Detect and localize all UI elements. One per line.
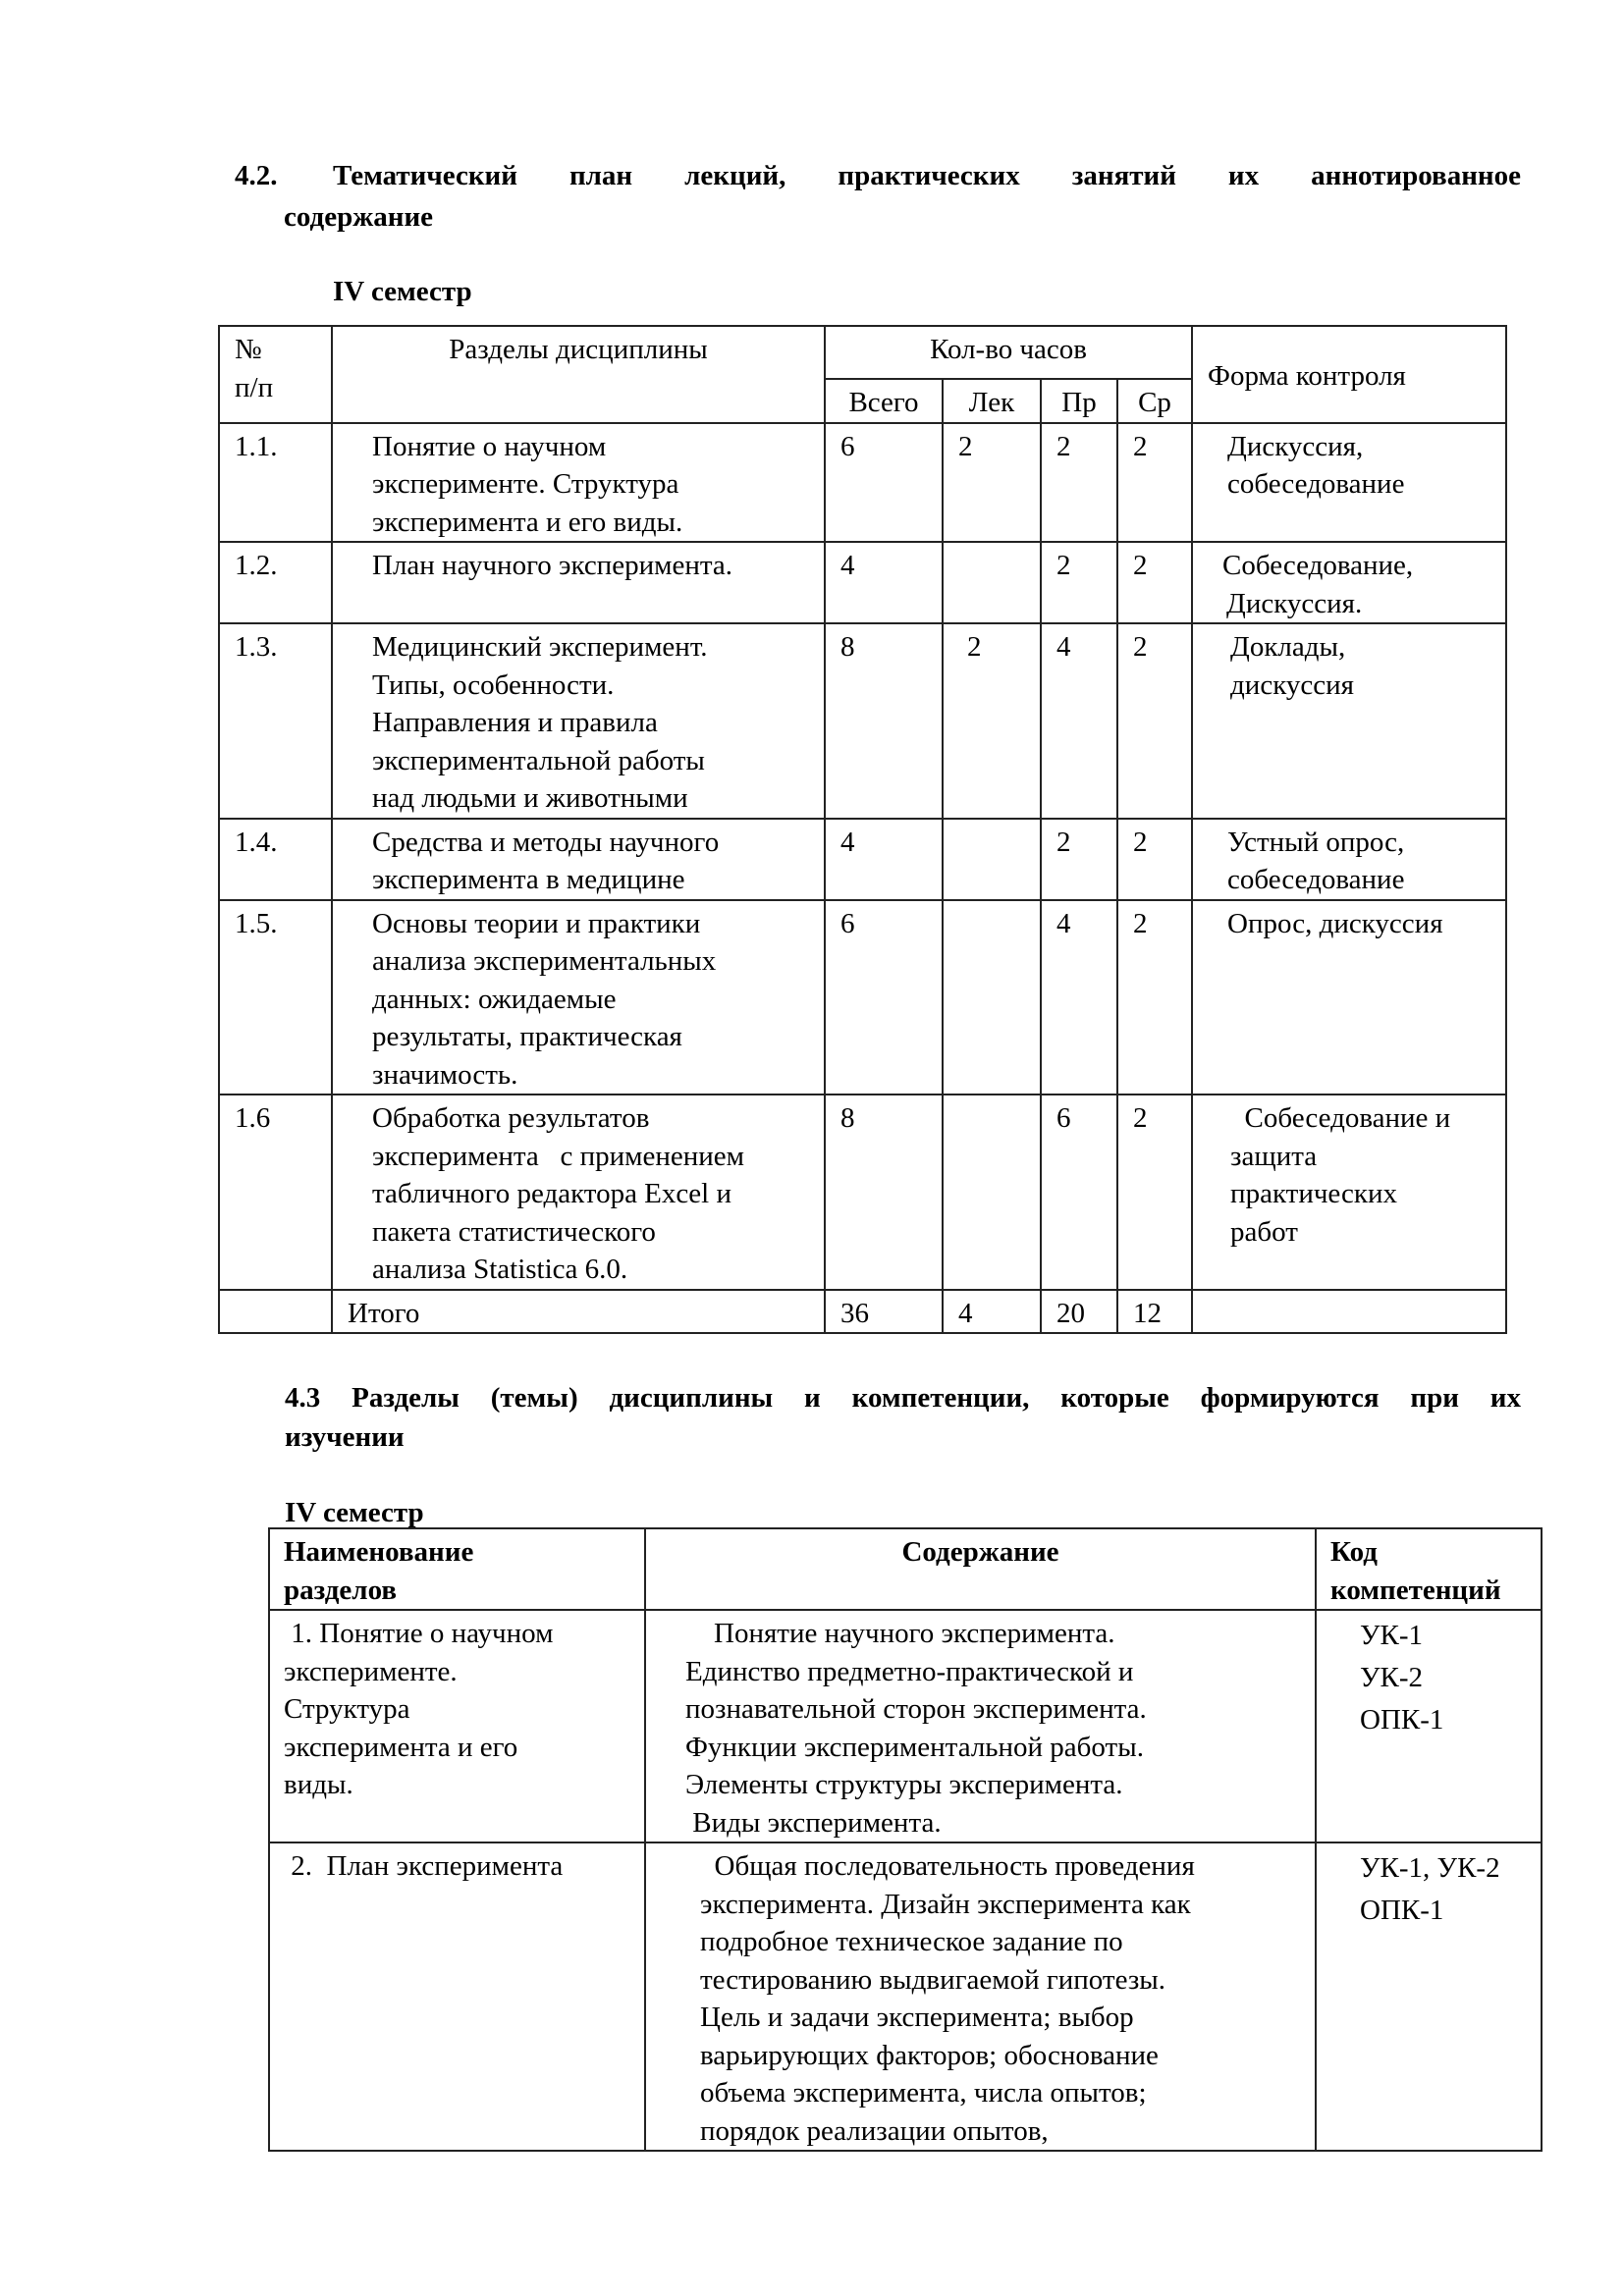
row-name-line: Структура (284, 1693, 410, 1725)
header-control: Форма контроля (1192, 326, 1506, 423)
row-section-line: экспериментальной работы (372, 744, 705, 776)
row-competency-codes (1316, 1610, 1542, 1842)
row-section-line: эксперимента и его виды. (372, 506, 683, 538)
row-control-line: Доклады, (1230, 631, 1346, 663)
row-num: 1.5. (219, 900, 332, 1095)
row-control-line: собеседование (1227, 864, 1405, 895)
section-4-2-heading (235, 157, 1521, 236)
table-row (269, 1610, 1542, 1842)
row-section-line: Средства и методы научного (372, 826, 720, 858)
row-lec (943, 1095, 1041, 1290)
row-section-line: табличного редактора Excel и (372, 1178, 731, 1209)
row-content (645, 1842, 1316, 2151)
row-lec (943, 819, 1041, 900)
row-control-line: Устный опрос, (1227, 826, 1405, 858)
header-code-line2: компетенций (1330, 1574, 1501, 1606)
row-section (332, 542, 825, 623)
row-section-line: над людьми и животными (372, 782, 688, 814)
row-total: 6 (825, 423, 943, 543)
header-code-line1: Код (1330, 1536, 1378, 1568)
header-sr: Ср (1117, 379, 1192, 423)
row-control (1192, 819, 1506, 900)
section-4-3-heading (285, 1379, 1521, 1456)
row-sr: 2 (1117, 623, 1192, 819)
row-section-line: значимость. (372, 1058, 518, 1091)
table-row (219, 423, 1506, 543)
row-section-line: пакета статистического (372, 1215, 656, 1248)
row-section-line: данных: ожидаемые (372, 983, 617, 1015)
competencies-table (268, 1527, 1543, 2152)
row-sr: 2 (1117, 819, 1192, 900)
section-4-2-title-line1 (235, 157, 1521, 194)
row-content-line: варьирующих факторов; обоснование (700, 2039, 1159, 2071)
row-lec: 2 (943, 423, 1041, 543)
row-control-line: Опрос, дискуссия (1227, 907, 1443, 939)
row-content-line: порядок реализации опытов, (700, 2114, 1049, 2147)
row-num: 1.6 (219, 1095, 332, 1290)
row-section (332, 819, 825, 900)
totals-sr: 12 (1117, 1290, 1192, 1334)
row-section-line: Медицинский эксперимент. (372, 631, 708, 663)
row-control-line: Собеседование и (1230, 1102, 1451, 1134)
thematic-plan-table (218, 325, 1507, 1334)
row-control (1192, 900, 1506, 1095)
row-num: 1.2. (219, 542, 332, 623)
header-name-line1: Наименование (284, 1536, 474, 1568)
row-section-line: эксперимента в медицине (372, 864, 685, 895)
row-pr: 4 (1041, 900, 1117, 1095)
header-competency-code (1316, 1528, 1542, 1610)
row-name-line: 1. Понятие о научном (284, 1618, 554, 1649)
section-title-text: Тематический план лекций, практических занятий их аннотированное (333, 160, 1521, 191)
row-control-line: Дискуссия. (1226, 587, 1363, 619)
row-total: 8 (825, 1095, 943, 1290)
competency-code: ОПК-1 (1360, 1704, 1444, 1735)
row-control-line: работ (1230, 1215, 1298, 1248)
row-section (332, 900, 825, 1095)
table-row (219, 623, 1506, 819)
row-content-line: подробное техническое задание по (700, 1926, 1123, 1957)
row-pr: 2 (1041, 542, 1117, 623)
row-control-line: защита (1230, 1140, 1318, 1172)
row-section-line: Основы теории и практики (372, 907, 701, 939)
table-row (269, 1842, 1542, 2151)
competency-code: УК-1, УК-2 (1360, 1852, 1500, 1884)
row-pr: 6 (1041, 1095, 1117, 1290)
row-name-line: виды. (284, 1769, 353, 1800)
competency-code: ОПК-1 (1360, 1895, 1444, 1926)
row-control (1192, 542, 1506, 623)
row-pr: 2 (1041, 819, 1117, 900)
row-control (1192, 1095, 1506, 1290)
row-total: 8 (825, 623, 943, 819)
row-section (332, 623, 825, 819)
row-name-line: эксперимента и его (284, 1731, 518, 1763)
row-competency-codes (1316, 1842, 1542, 2151)
row-pr: 4 (1041, 623, 1117, 819)
row-control-line: практических (1230, 1178, 1397, 1209)
totals-num (219, 1290, 332, 1334)
totals-control (1192, 1290, 1506, 1334)
row-section-line: Обработка результатов (372, 1102, 650, 1134)
row-name-line: 2. План эксперимента (284, 1850, 564, 1882)
row-control-line: Дискуссия, (1227, 430, 1364, 462)
section-4-3-title-line1: 4.3 Разделы (темы) дисциплины и компетенции, которые формируются при их (285, 1382, 1521, 1414)
row-total: 6 (825, 900, 943, 1095)
row-content-line: Функции экспериментальной работы. (685, 1731, 1144, 1763)
header-hours: Кол-во часов (825, 326, 1192, 379)
section-number: 4.2. (235, 160, 278, 191)
header-name-line2: разделов (284, 1574, 398, 1606)
section-4-2-title-line2: содержание (284, 201, 434, 233)
row-sr: 2 (1117, 542, 1192, 623)
row-lec: 2 (943, 623, 1041, 819)
row-content-line: Общая последовательность проведения (700, 1850, 1195, 1882)
header-num (219, 326, 332, 423)
table-row (219, 1095, 1506, 1290)
row-section-line: Понятие о научном (372, 430, 607, 462)
table-row (219, 900, 1506, 1095)
row-total: 4 (825, 542, 943, 623)
section-4-3-title-line2: изучении (285, 1421, 405, 1453)
row-section (332, 423, 825, 543)
row-content-line: Виды эксперимента. (685, 1806, 942, 1839)
row-sr: 2 (1117, 900, 1192, 1095)
totals-pr: 20 (1041, 1290, 1117, 1334)
header-num-line1: № (235, 334, 262, 365)
row-sr: 2 (1117, 423, 1192, 543)
row-section-line: анализа экспериментальных (372, 945, 717, 977)
totals-lec: 4 (943, 1290, 1041, 1334)
row-section-line: эксперименте. Структура (372, 468, 679, 500)
semester-label-2: IV семестр (285, 1497, 424, 1528)
row-control-line: собеседование (1227, 468, 1405, 500)
row-section-line: эксперимента с применением (372, 1140, 745, 1172)
row-num: 1.3. (219, 623, 332, 819)
header-section-name (269, 1528, 645, 1610)
row-content-line: тестированию выдвигаемой гипотезы. (700, 1963, 1166, 1996)
row-section-line: План научного эксперимента. (372, 550, 732, 581)
row-content-line: познавательной сторон эксперимента. (685, 1693, 1147, 1725)
row-pr: 2 (1041, 423, 1117, 543)
row-content-line: Понятие научного эксперимента. (685, 1618, 1115, 1649)
row-content-line: объема эксперимента, числа опытов; (700, 2077, 1147, 2109)
header-num-line2: п/п (235, 371, 274, 403)
totals-row (219, 1290, 1506, 1334)
row-control (1192, 423, 1506, 543)
row-total: 4 (825, 819, 943, 900)
header-lec: Лек (943, 379, 1041, 423)
header-pr: Пр (1041, 379, 1117, 423)
table-row (219, 819, 1506, 900)
row-content (645, 1610, 1316, 1842)
header-total: Всего (825, 379, 943, 423)
header-sections: Разделы дисциплины (332, 326, 825, 423)
competency-code: УК-1 (1360, 1620, 1424, 1651)
competency-code: УК-2 (1360, 1662, 1424, 1693)
table-row (219, 542, 1506, 623)
row-sr: 2 (1117, 1095, 1192, 1290)
totals-total: 36 (825, 1290, 943, 1334)
row-content-line: Единство предметно-практической и (685, 1655, 1134, 1687)
row-section-line: результаты, практическая (372, 1021, 682, 1052)
row-section-name (269, 1610, 645, 1842)
row-name-line: эксперименте. (284, 1655, 458, 1687)
row-content-line: Элементы структуры эксперимента. (685, 1769, 1123, 1800)
row-control (1192, 623, 1506, 819)
row-control-line: Собеседование, (1222, 550, 1414, 581)
row-section-line: Типы, особенности. (372, 668, 615, 701)
row-content-line: эксперимента. Дизайн эксперимента как (700, 1888, 1191, 1920)
row-num: 1.1. (219, 423, 332, 543)
row-lec (943, 900, 1041, 1095)
row-num: 1.4. (219, 819, 332, 900)
row-lec (943, 542, 1041, 623)
row-content-line: Цель и задачи эксперимента; выбор (700, 2002, 1134, 2033)
semester-label-1: IV семестр (333, 276, 472, 307)
header-content: Содержание (645, 1528, 1316, 1610)
table2-header-row (269, 1528, 1542, 1610)
row-control-line: дискуссия (1230, 668, 1354, 701)
totals-label: Итого (332, 1290, 825, 1334)
row-section-name (269, 1842, 645, 2151)
row-section-line: анализа Statistica 6.0. (372, 1254, 628, 1285)
row-section (332, 1095, 825, 1290)
row-section-line: Направления и правила (372, 707, 658, 738)
